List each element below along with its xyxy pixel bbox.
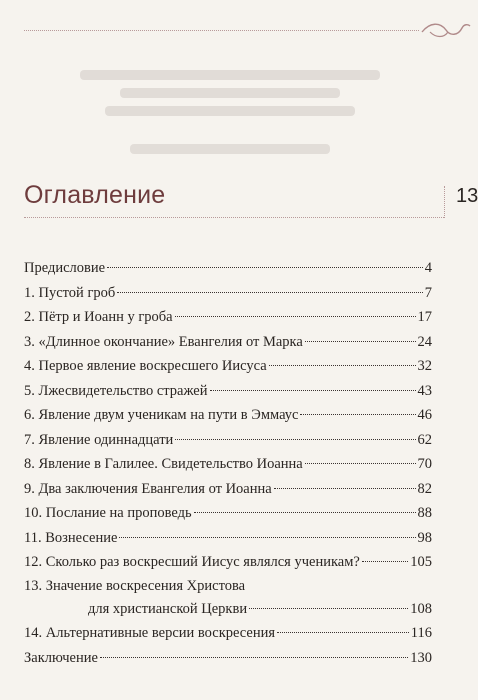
top-decorative-rule <box>24 30 419 31</box>
flourish-ornament-icon <box>420 18 470 42</box>
toc-entry <box>24 305 432 330</box>
toc-leader-dots <box>300 414 415 415</box>
toc-leader-dots <box>175 316 416 317</box>
toc-leader-dots <box>117 292 422 293</box>
toc-entry <box>24 477 432 502</box>
toc-entry-title: 9. Два заключения Евангелия от Иоанна <box>24 480 272 497</box>
toc-leader-dots <box>249 608 408 609</box>
toc-leader-dots <box>305 341 416 342</box>
toc-entry-page: 82 <box>417 480 432 497</box>
toc-entry-page: 88 <box>417 505 432 521</box>
toc-entry <box>24 550 432 575</box>
toc-leader-dots <box>305 463 416 464</box>
toc-entry-page: 43 <box>417 382 432 399</box>
toc-entry-page: 24 <box>417 333 432 350</box>
toc-entry-page: 116 <box>410 625 432 641</box>
toc-entry <box>24 256 432 281</box>
toc-entry <box>24 330 432 355</box>
reverse-side-bleed-through <box>60 62 400 172</box>
toc-leader-dots <box>175 439 415 440</box>
toc-entry-title: 7. Явление одиннадцати <box>24 431 174 448</box>
toc-entry-title: 8. Явление в Галилее. Свидетельство Иоанна <box>24 456 303 472</box>
heading-side-rule <box>444 186 445 218</box>
toc-entry <box>24 403 432 428</box>
toc-entry-page: 108 <box>410 600 432 617</box>
toc-entry-title: 4. Первое явление воскресшего Иисуса <box>24 358 267 374</box>
toc-entry-title-continued: для христианской Церкви <box>88 600 248 617</box>
toc-entry <box>24 575 432 622</box>
toc-entry-title: 14. Альтернативные версии воскресения <box>24 625 276 641</box>
toc-entry-page: 7 <box>424 284 432 301</box>
toc-entry-page: 4 <box>424 260 432 276</box>
toc-entry-page: 98 <box>417 529 432 546</box>
page-number: 13 <box>456 185 478 207</box>
toc-entry-title: 5. Лжесвидетельство стражей <box>24 382 208 399</box>
toc-entry-title: 2. Пётр и Иоанн у гроба <box>24 309 173 325</box>
toc-entry-title: 13. Значение воскресения Христова <box>24 577 246 594</box>
heading-underline-rule <box>24 217 444 218</box>
toc-entry <box>24 428 432 453</box>
toc-entry-page: 70 <box>417 456 432 472</box>
table-of-contents <box>24 256 432 670</box>
toc-entry-title: Предисловие <box>24 260 106 276</box>
toc-entry <box>24 281 432 306</box>
toc-entry-title: 10. Послание на проповедь <box>24 505 192 521</box>
toc-entry-page: 32 <box>417 358 432 374</box>
toc-leader-dots <box>194 512 416 513</box>
toc-entry-title: 12. Сколько раз воскресший Иисус являлся ученикам? <box>24 554 360 570</box>
toc-leader-dots <box>362 561 408 562</box>
toc-leader-dots <box>274 488 416 489</box>
toc-entry-title: 3. «Длинное окончание» Евангелия от Марка <box>24 333 303 350</box>
toc-entry <box>24 379 432 404</box>
toc-entry <box>24 526 432 551</box>
toc-entry-page: 46 <box>417 407 432 423</box>
toc-entry-title: 6. Явление двум ученикам на пути в Эммаус <box>24 407 299 423</box>
toc-entry <box>24 646 432 671</box>
toc-entry-page: 130 <box>410 649 432 666</box>
toc-entry-title: Заключение <box>24 649 98 666</box>
toc-leader-dots <box>100 657 408 658</box>
toc-entry-title: 1. Пустой гроб <box>24 284 116 301</box>
toc-leader-dots <box>107 267 423 268</box>
toc-leader-dots <box>269 365 416 366</box>
toc-entry-page: 17 <box>417 309 432 325</box>
toc-leader-dots <box>277 632 409 633</box>
toc-entry-page: 105 <box>410 554 432 570</box>
toc-entry <box>24 452 432 477</box>
toc-leader-dots <box>119 537 415 538</box>
page-title: Оглавление <box>24 181 166 209</box>
toc-entry-page: 62 <box>417 431 432 448</box>
toc-entry-title: 11. Вознесение <box>24 529 118 546</box>
toc-entry <box>24 621 432 646</box>
toc-entry <box>24 354 432 379</box>
toc-entry <box>24 501 432 526</box>
toc-leader-dots <box>210 390 416 391</box>
